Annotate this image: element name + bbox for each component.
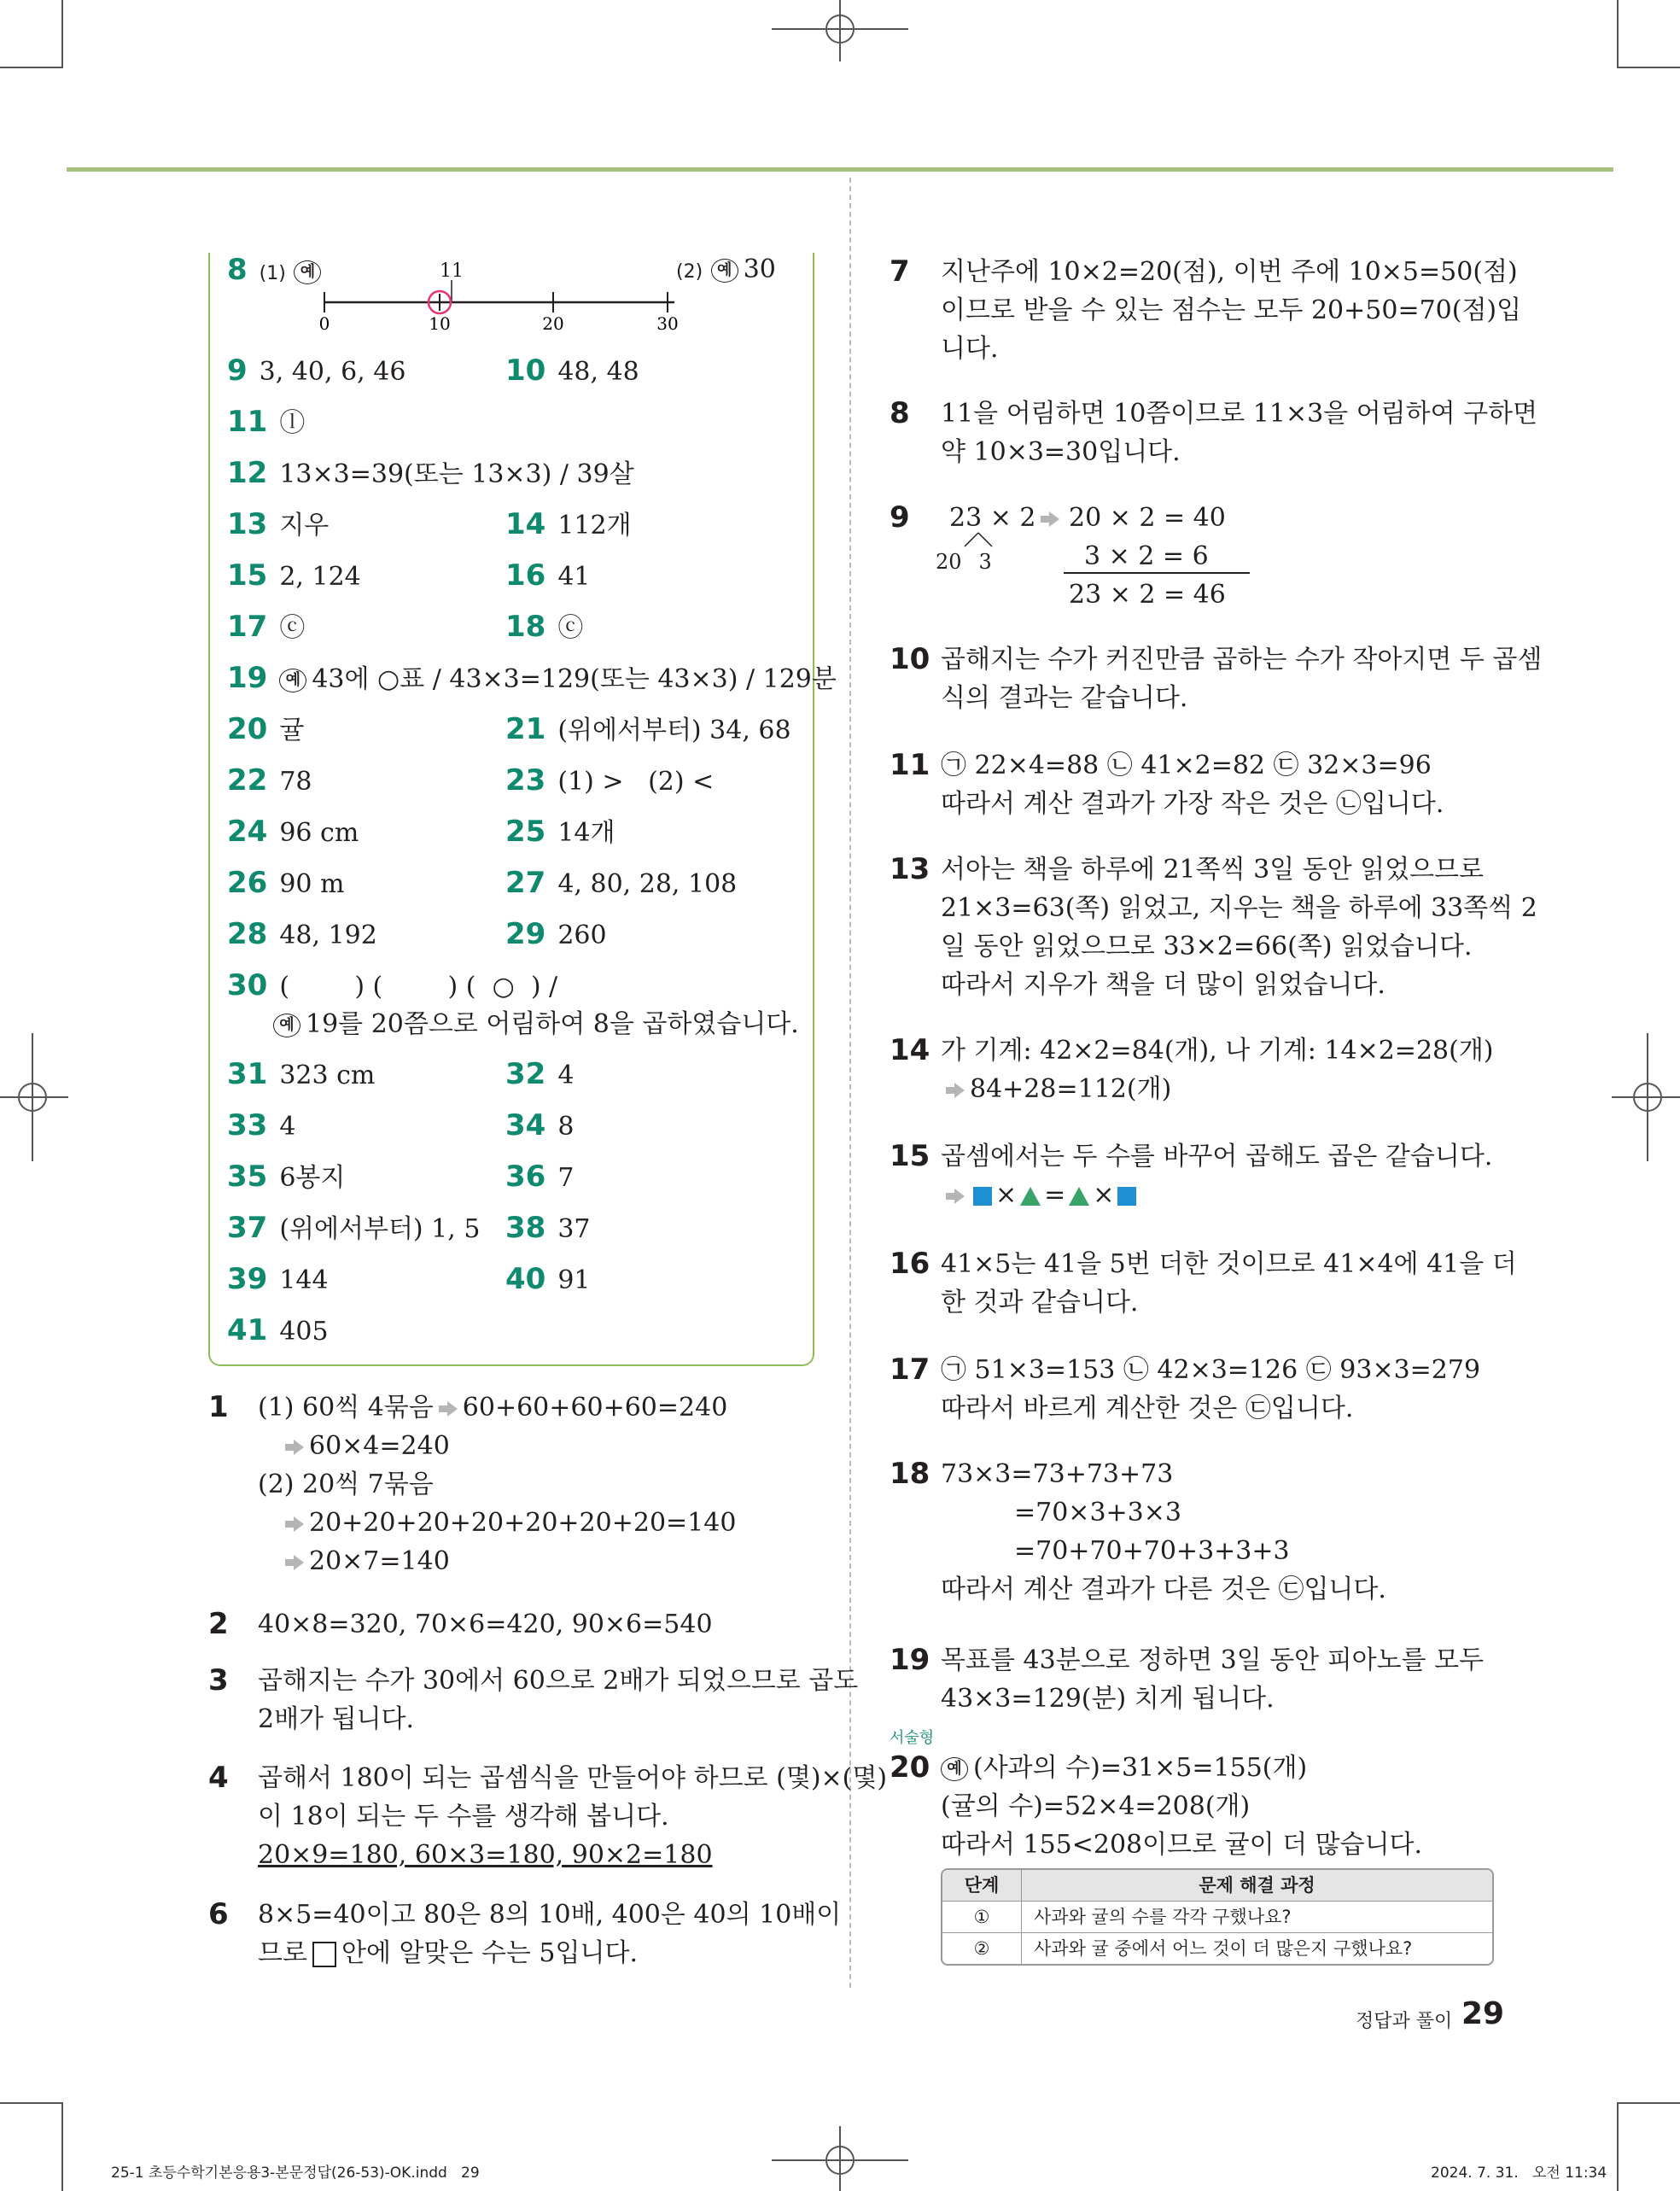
question-15: 15 곱셈에서는 두 수를 바꾸어 곱해도 곱은 같습니다. × = × (890, 1139, 1493, 1210)
answer-number: 9 (227, 353, 248, 388)
answer-number: 19 (227, 661, 268, 695)
answer-number: 12 (227, 456, 268, 490)
answer-text: 지우 (279, 511, 330, 540)
arrow-icon (294, 1555, 304, 1570)
answer-number: 41 (227, 1313, 268, 1347)
answer-text: 78 (279, 767, 312, 797)
answer-row (227, 507, 329, 543)
box-q8-part2: (2) 예 30 (676, 254, 776, 284)
answer-row (505, 712, 791, 748)
answer-row (505, 1108, 574, 1144)
answer-text: 8 (557, 1112, 575, 1142)
answer-text: 112개 (557, 511, 632, 540)
answer-number: 22 (227, 763, 268, 798)
registration-mark (772, 2118, 908, 2191)
registration-mark (772, 0, 908, 68)
header-rule (67, 167, 1613, 172)
answer-row (505, 1057, 574, 1093)
question-10: 10 곱해지는 수가 커진만큼 곱하는 수가 작아지면 두 곱셈 식의 결과는 같습니다. (890, 642, 1543, 713)
answer-row (227, 661, 837, 697)
answer-row (227, 1262, 329, 1298)
answer-row (227, 1108, 295, 1144)
answer-text: 323 cm (279, 1060, 376, 1090)
answer-text: 37 (557, 1214, 591, 1244)
answer-number: 27 (505, 866, 546, 900)
answer-text: 4 (279, 1112, 296, 1142)
question-8: 8 11을 어림하면 10쯤이므로 11×3을 어림하여 구하면 약 10×3=30입니다. (890, 396, 1538, 467)
answer-row (227, 456, 634, 492)
question-16: 16 41×5는 41을 5번 더한 것이므로 41×4에 41을 더 한 것과 같습니다. (890, 1247, 1517, 1318)
answer-number: 34 (505, 1108, 546, 1142)
answer-text: 14개 (557, 818, 615, 848)
answer-text: ⓒ (557, 613, 584, 643)
print-date: 2024. 7. 31. 오전 11:34 (1431, 2165, 1607, 2182)
crop-mark (1617, 2102, 1680, 2104)
question-3: 3 곱해지는 수가 30에서 60으로 2배가 되었으므로 곱도 2배가 됩니다. (208, 1663, 859, 1734)
answer-text: 3, 40, 6, 46 (259, 357, 406, 387)
answer-text: 41 (557, 562, 591, 592)
question-17: 17 ㉠ 51×3=153 ㉡ 42×3=126 ㉢ 93×3=279 따라서 바르게 계산한 것은 ㉢입니다. (890, 1353, 1481, 1423)
answer-row (505, 1211, 591, 1247)
answer-number: 21 (505, 712, 546, 746)
answer-number: 10 (505, 353, 546, 388)
answer-text: 6봉지 (279, 1163, 346, 1193)
answer-number: 33 (227, 1108, 268, 1142)
answer-text: (1) > (2) < (557, 767, 715, 797)
answer-row (227, 1313, 329, 1349)
answer-row (505, 610, 583, 646)
question-9: 9 23 × 2 20 3 20 × 2 = 40 3 × 2 = 6 23 × 2 = 46 (890, 499, 1504, 627)
scoring-table: 단계 문제 해결 과정 ① 사과와 귤의 수를 각각 구했나요? ② 사과와 귤 중에서 어느 것이 더 많은지 구했나요? (941, 1868, 1494, 1966)
answer-text: 96 cm (279, 818, 359, 848)
answer-number: 30 (227, 968, 268, 1002)
file-name: 25-1 초등수학기본응용3-본문정답(26-53)-OK.indd 29 (111, 2165, 480, 2182)
answer-row (227, 558, 361, 594)
answer-row (227, 353, 405, 389)
answer-row (227, 1057, 375, 1093)
answer-text: 19를 20쯤으로 어림하여 8을 곱하였습니다. (306, 1009, 799, 1039)
answer-row (227, 815, 359, 850)
answer-text: (위에서부터) 1, 5 (279, 1214, 481, 1244)
arrow-icon (1049, 511, 1059, 527)
arrow-icon (954, 1189, 965, 1204)
answer-text: 13×3=39(또는 13×3) / 39살 (279, 459, 634, 489)
answer-number: 17 (227, 610, 268, 644)
tick-label: 30 (656, 313, 679, 334)
answer-row (505, 815, 615, 850)
question-7: 7 지난주에 10×2=20(점), 이번 주에 10×5=50(점) 이므로 받을 수 있는 점수는 모두 20+50=70(점)입 니다. (890, 254, 1522, 364)
question-13: 13 서아는 책을 하루에 21쪽씩 3일 동안 읽었으므로 21×3=63(쪽) 읽었고, 지우는 책을 하루에 33쪽씩 2 일 동안 읽었으므로 33×2=66(쪽) 읽었습니다. 따라서 지우가 책을 더 많이 읽었습니다. (890, 852, 1537, 1000)
arrow-icon (294, 1516, 304, 1532)
crop-mark (0, 2102, 63, 2104)
answer-row (227, 917, 377, 953)
crop-mark (1617, 2102, 1619, 2191)
question-11: 11 ㉠ 22×4=88 ㉡ 41×2=82 ㉢ 32×3=96 따라서 계산 결과가 가장 작은 것은 ㉡입니다. (890, 748, 1444, 819)
answer-number: 25 (505, 815, 546, 849)
table-row: ① 사과와 귤의 수를 각각 구했나요? (942, 1901, 1492, 1932)
answer-row (505, 1262, 591, 1298)
arrow-icon (447, 1401, 458, 1417)
arrow-icon (954, 1083, 965, 1098)
crop-mark (61, 0, 63, 68)
square-icon (973, 1187, 992, 1206)
answer-row (505, 353, 639, 389)
question-18: 18 73×3=73+73+73 =70×3+3×3 =70+70+70+3+3+3 따라서 계산 결과가 다른 것은 ㉢입니다. (890, 1457, 1386, 1604)
answer-text: (위에서부터) 34, 68 (557, 716, 791, 745)
answer-row (227, 866, 345, 902)
answer-text: 귤 (279, 716, 305, 745)
answer-row (505, 558, 591, 594)
question-14: 14 가 기계: 42×2=84(개), 나 기계: 14×2=28(개) 84+28=112(개) (890, 1033, 1494, 1104)
answer-number: 20 (227, 712, 268, 746)
answer-row (505, 1160, 574, 1195)
sum-rule (1064, 572, 1250, 574)
marked-value: 11 (440, 260, 464, 282)
question-1: 1 (1) 60씩 4묶음 60+60+60+60=240 60×4=240 (2) 20씩 7묶음 20+20+20+20+20+20+20=140 20×7=140 (208, 1390, 737, 1576)
question-2: 2 40×8=320, 70×6=420, 90×6=540 (208, 1607, 713, 1641)
answer-row (505, 917, 607, 953)
answer-number: 24 (227, 815, 268, 849)
tick-label: 20 (542, 313, 564, 334)
answer-number: 37 (227, 1211, 268, 1245)
answer-text: 2, 124 (279, 562, 361, 592)
answer-number: 38 (505, 1211, 546, 1245)
tick-label: 10 (429, 313, 451, 334)
example-badge: 예 (273, 1014, 300, 1037)
answer-number: 39 (227, 1262, 268, 1296)
triangle-icon (1020, 1187, 1041, 1206)
answer-row (227, 610, 305, 646)
answer-row (505, 763, 714, 799)
square-icon (1117, 1187, 1136, 1206)
answer-number: 11 (227, 405, 268, 439)
answer-number: 36 (505, 1160, 546, 1194)
example-badge: 예 (279, 669, 306, 692)
triangle-icon (1069, 1187, 1089, 1206)
answer-row (227, 1211, 480, 1247)
answer-text: 4 (557, 1060, 575, 1090)
answer-text: 7 (557, 1163, 575, 1193)
answer-row (227, 1160, 345, 1195)
footer-label: 정답과 풀이 (1356, 2011, 1453, 2032)
answer-text: 91 (557, 1265, 591, 1295)
answer-row (227, 405, 305, 441)
question-6: 6 8×5=40이고 80은 8의 10배, 400은 40의 10배이 므로 안에 알맞은 수는 5입니다. (208, 1897, 842, 1968)
blank-box (312, 1942, 336, 1967)
tick-label: 0 (318, 313, 330, 334)
page-number: 29 (1461, 1996, 1505, 2031)
answer-text: 90 m (279, 869, 345, 899)
arrow-icon (294, 1440, 304, 1455)
answer-text: ( ) ( ) ( ○ ) / (279, 972, 558, 1002)
answer-number: 18 (505, 610, 546, 644)
answer-row (227, 968, 557, 1004)
answer-text: 144 (279, 1265, 329, 1295)
crop-mark (1617, 0, 1619, 68)
answer-row (505, 866, 737, 902)
answer-number: 35 (227, 1160, 268, 1194)
answer-number: 23 (505, 763, 546, 798)
registration-mark (0, 1025, 68, 1170)
crop-mark (0, 67, 63, 68)
answer-row (227, 763, 312, 799)
answer-text: ⓒ (279, 613, 306, 643)
answer-number: 28 (227, 917, 268, 951)
crop-mark (61, 2102, 63, 2191)
crop-mark (1617, 67, 1680, 68)
answer-text: ⓛ (279, 408, 306, 438)
answer-text: 4, 80, 28, 108 (557, 869, 738, 899)
answer-number: 14 (505, 507, 546, 541)
answer-number: 15 (227, 558, 268, 593)
table-row: ② 사과와 귤 중에서 어느 것이 더 많은지 구했나요? (942, 1932, 1492, 1964)
column-divider (849, 178, 851, 1988)
answer-number: 26 (227, 866, 268, 900)
question-19: 19 목표를 43분으로 정하면 3일 동안 피아노를 모두 43×3=129(분) 치게 됩니다. (890, 1643, 1485, 1714)
box-q8: 8 (1) 예 (227, 253, 326, 291)
answer-number: 32 (505, 1057, 546, 1091)
registration-mark (1612, 1025, 1680, 1170)
answer-text: 260 (557, 920, 607, 950)
answer-text: 48, 48 (557, 357, 639, 387)
answer-row (505, 507, 632, 543)
answer-row (273, 1008, 799, 1042)
answer-text: 405 (279, 1317, 329, 1347)
answer-number: 16 (505, 558, 546, 593)
answer-text: 43에 ○표 / 43×3=129(또는 43×3) / 129분 (312, 664, 837, 694)
answer-number: 13 (227, 507, 268, 541)
answer-text: 48, 192 (279, 920, 377, 950)
number-line (307, 256, 683, 342)
answer-number: 29 (505, 917, 546, 951)
question-20: 서술형 20 예 (사과의 수)=31×5=155(개) (귤의 수)=52×4=208(개) 따라서 155<208이므로 귤이 더 많습니다. (890, 1729, 1423, 1860)
essay-tag: 서술형 (890, 1729, 935, 1747)
answer-number: 31 (227, 1057, 268, 1091)
answer-number: 40 (505, 1262, 546, 1296)
question-4: 4 곱해서 180이 되는 곱셈식을 만들어야 하므로 (몇)×(몇) 이 18이 되는 두 수를 생각해 봅니다. 20×9=180, 60×3=180, 90×2=180 (208, 1761, 888, 1870)
answer-row (227, 712, 304, 748)
